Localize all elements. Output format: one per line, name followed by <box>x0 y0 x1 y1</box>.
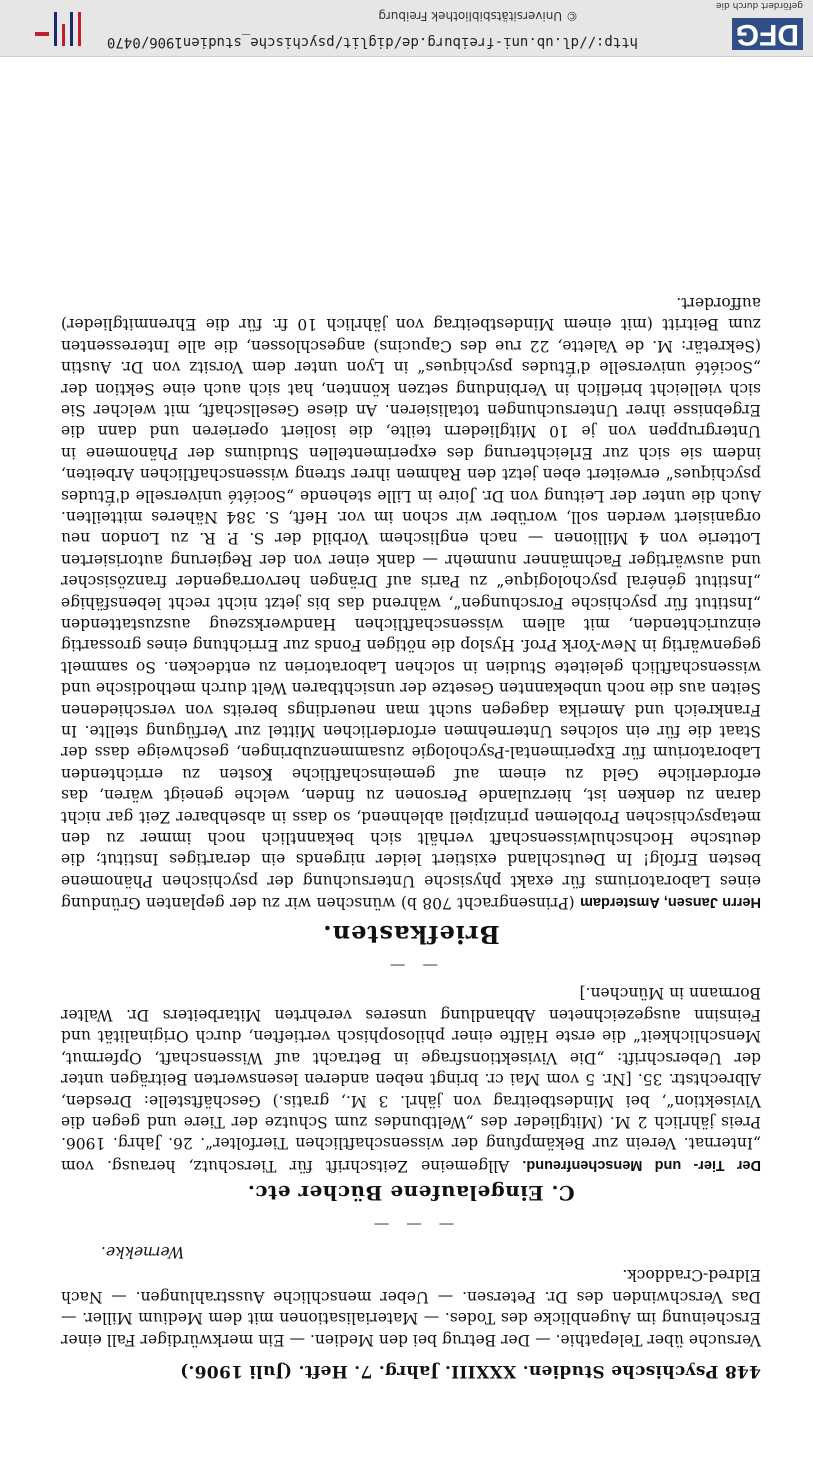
section-c-entry <box>61 982 761 1176</box>
running-head: 448 Psychische Studien. XXXIII. Jahrg. 7. Heft. (Juli 1906.) <box>179 1361 761 1381</box>
separator-2: — — <box>384 957 438 976</box>
signature: Wernekke. <box>101 1242 185 1261</box>
briefkasten-lead: Herrn Jansen, Amsterdam <box>580 894 761 911</box>
source-url[interactable]: http://dl.ub.uni-freiburg.de/diglit/psychische_studien1906/0470 <box>106 34 638 50</box>
briefkasten-body: (Prinsengracht 708 b) wünschen wir zu der geplanten Gründung eines Laboratoriums für exakt physische Untersuchung der psychischen Phänomene besten Erfolg! In Deutschland existiert leider nirgends ein derartiges Institut; die deutsche Hochschulwissenschaft verhält sich bekanntlich noch immer zu den metapsychischen Problemen prinzipiell ablehnend, so dass in absehbarer Zeit gar nicht daran zu denken ist, hierzulande Personen zu finden, welche geneigt wären, das erforderliche Geld zu einem auf gemeinschaftliche Kosten zu errichtenden Laboratorium für Experimental-Psychologie zusammenzubringen, geschweige dass der Staat die für ein solches Unternehmen erforderlichen Mittel zur Verfügung stellte. In Frankreich und Amerika dagegen sucht man neuerdings bereits von verschiedenen Seiten aus die noch unbekannten Gesetze der unsichtbaren Welt durch methodische und wissenschaftlich geleitete Studien in solchen Laboratorien zu entdecken. So sammelt gegenwärtig in New-York Prof. Hyslop die nötigen Fonds zur Errichtung eines grossartig einzurichtenden, mit allem wissenschaftlichen Handwerkszeug auszustattenden „Institut für psychische Forschungen“, während das bis jetzt nicht recht lebensfähige „Institut général psychologique“ zu Paris auf Drängen hervorragender französischer und auswärtiger Fachmänner nunmehr — dank einer von der Regierung autorisierten Lotterie von 4 Millionen — nach englischem Vorbild der S. P. R. zu London neu organisiert werden soll, worüber wir schon im vor. Heft, S. 384 Näheres mitteilten. Auch die unter der Leitung von Dr. Joire in Lille stehende „Société universelle d'Études psychiques“ erweitert eben jetzt den Rahmen ihrer streng wissenschaftlichen Arbeiten, indem sie sich zur Erleichterung des experimentellen Studiums der Phänomene in Untergruppen von je 10 Mitgliedern teilte, die isoliert operieren und dann die Ergebnisse ihrer Untersuchungen totalisieren. An diese Gesellschaft, mit welcher Sie sich vielleicht brieflich in Verbindung setzen könnten, hat sich auch eine Sektion der „Société universelle d'Études psychiques“ in Lyon unter dem Vorsitz von Dr. Austin (Sekretär: M. de Valette, 22 rue des Capucins) angeschlossen, die alle Interessenten zum Beitritt (mit einem Mindestbeitrag von jährlich 10 fr. für die Ehrenmitglieder) auffordert. <box>61 293 761 913</box>
viewer-footer <box>0 0 813 57</box>
briefkasten-entry <box>61 292 761 914</box>
library-logo-icon <box>30 6 85 50</box>
document-page <box>61 292 761 1386</box>
separator: — — — <box>367 1215 455 1234</box>
dfg-logo: DFG gefördert durch die <box>716 0 803 51</box>
copyright-text: © Universitätsbibliothek Freiburg <box>378 9 578 23</box>
paragraph-contents: Versuche über Telepathie. — Der Betrug bei den Medien. — Ein merkwürdiger Fall einer Erscheinung im Augenblicke des Todes. — Materialisationen mit dem Medium Miller. — Das Verschwinden des Dr. Petersen. — Ueber menschliche Ausstrahlungen. — Nach Eldred-Craddock. <box>61 1266 761 1349</box>
section-c-lead: Der Tier- und Menschenfreund. <box>522 1156 761 1173</box>
section-c-heading: C. Eingelaufene Bücher etc. <box>247 1181 575 1206</box>
section-c-body: Allgemeine Zeitschrift für Tierschutz, herausg. vom „Internat. Verein zur Bekämpfung der wissenschaftlichen Tierfolter“. 26. Jahrg. 1906. Preis jährlich 2 M. (Mitglieder des „Weltbundes zum Schutze der Tiere und gegen die Vivisektion“, bei Mindestbeitrag von jährl. 3 M., gratis.) Geschäftstelle: Dresden, Albrechtstr. 35. [Nr. 5 vom Mai cr. bringt neben anderen lesenswerten Beiträgen unter der Ueberschrift: „Die Vivisektionsfrage in Betracht auf Wissenschaft, Opfermut, Menschlichkeit“ die erste Hälfte einer philosophisch vertieften, durch Originalität und Feinsinn ausgezeichneten Abhandlung unseres verehrten Mitarbeiters Dr. Walter Bormann in München.] <box>61 984 761 1175</box>
briefkasten-heading: Briefkasten. <box>322 919 500 949</box>
